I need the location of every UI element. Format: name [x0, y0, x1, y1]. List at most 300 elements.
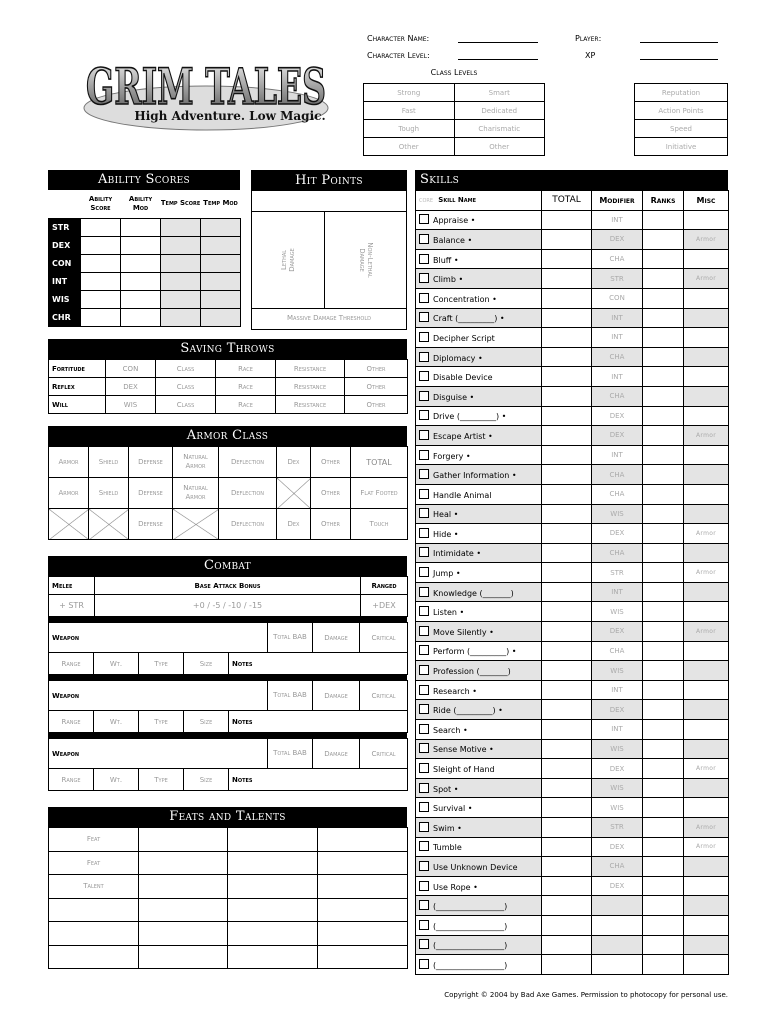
skill-ranks-cell[interactable] — [643, 543, 684, 563]
speed-cell[interactable]: Speed — [635, 120, 728, 138]
class-skill-checkbox[interactable] — [419, 450, 429, 460]
skill-misc-cell[interactable] — [684, 543, 729, 563]
class-skill-checkbox[interactable] — [419, 724, 429, 734]
ac-dex-cell[interactable]: Dex — [277, 447, 311, 478]
skill-misc-cell[interactable] — [684, 445, 729, 465]
skill-total-cell[interactable] — [542, 739, 592, 759]
feat-slot[interactable] — [228, 898, 318, 922]
xp-field[interactable] — [640, 51, 718, 60]
feat-slot[interactable] — [139, 945, 228, 969]
feat-slot[interactable] — [228, 945, 318, 969]
class-skill-checkbox[interactable] — [419, 626, 429, 636]
skill-ranks-cell[interactable] — [643, 465, 684, 485]
class-skill-checkbox[interactable] — [419, 332, 429, 342]
skill-name: Use Rope • — [433, 882, 478, 892]
skill-total-cell[interactable] — [542, 465, 592, 485]
skill-total-cell[interactable] — [542, 582, 592, 602]
talent-slot[interactable]: Talent — [49, 875, 139, 899]
skill-misc-cell[interactable] — [684, 778, 729, 798]
skill-ranks-cell[interactable] — [643, 288, 684, 308]
skill-ranks-cell[interactable] — [643, 759, 684, 779]
ability-input[interactable] — [161, 290, 201, 308]
skill-ranks-cell[interactable] — [643, 582, 684, 602]
save-class-cell[interactable]: Class — [156, 360, 216, 378]
skill-total-cell[interactable] — [542, 661, 592, 681]
skill-ranks-cell[interactable] — [643, 367, 684, 387]
skill-total-cell[interactable] — [542, 308, 592, 328]
skill-ranks-cell[interactable] — [643, 210, 684, 230]
ability-input[interactable] — [201, 290, 241, 308]
skill-ranks-cell[interactable] — [643, 778, 684, 798]
skill-total-cell[interactable] — [542, 426, 592, 446]
weapon-size[interactable]: Size — [184, 711, 229, 733]
skill-modifier-cell: CHA — [592, 641, 643, 661]
skill-total-cell[interactable] — [542, 504, 592, 524]
class-skill-checkbox[interactable] — [419, 489, 429, 499]
skill-misc-cell[interactable] — [684, 367, 729, 387]
skill-name-cell — [416, 563, 542, 583]
skill-misc-cell[interactable]: Armor — [684, 524, 729, 544]
skill-total-cell[interactable] — [542, 367, 592, 387]
class-cell[interactable]: Other — [364, 138, 455, 156]
character-level-field[interactable] — [458, 51, 538, 60]
class-skill-checkbox[interactable] — [419, 665, 429, 675]
skill-total-cell[interactable] — [542, 896, 592, 916]
ability-input[interactable] — [121, 272, 161, 290]
class-cell[interactable]: Charismatic — [454, 120, 545, 138]
weapon-wt[interactable]: Wt. — [94, 711, 139, 733]
skill-modifier-cell: CHA — [592, 465, 643, 485]
skill-total-cell[interactable] — [542, 602, 592, 622]
skill-misc-cell[interactable] — [684, 465, 729, 485]
skill-total-cell[interactable] — [542, 622, 592, 642]
skill-misc-cell[interactable] — [684, 347, 729, 367]
feat-slot[interactable] — [139, 828, 228, 852]
ac-other-cell[interactable]: Other — [311, 447, 351, 478]
skill-total-cell[interactable] — [542, 700, 592, 720]
save-resistance-cell[interactable]: Resistance — [276, 360, 345, 378]
weapon-type[interactable]: Type — [139, 711, 184, 733]
class-skill-checkbox[interactable] — [419, 352, 429, 362]
action-points-cell[interactable]: Action Points — [635, 102, 728, 120]
class-skill-checkbox[interactable] — [419, 900, 429, 910]
skill-misc-cell[interactable] — [684, 680, 729, 700]
ac-flat-footed-cell[interactable]: Flat Footed — [351, 478, 408, 509]
weapon-critical[interactable]: Critical — [360, 623, 408, 653]
feat-slot[interactable] — [318, 851, 408, 875]
ac-deflection-cell[interactable]: Deflection — [219, 509, 277, 540]
skill-misc-cell[interactable] — [684, 661, 729, 681]
bab-values-cell[interactable]: +0 / -5 / -10 / -15 — [95, 595, 361, 617]
weapon-type[interactable]: Type — [139, 769, 184, 791]
ability-input[interactable] — [201, 272, 241, 290]
skill-total-cell[interactable] — [542, 680, 592, 700]
weapon-notes[interactable]: Notes — [229, 711, 408, 733]
skill-ranks-cell[interactable] — [643, 622, 684, 642]
skill-total-cell[interactable] — [542, 778, 592, 798]
skill-ranks-cell[interactable] — [643, 955, 684, 975]
save-other-cell[interactable]: Other — [345, 396, 408, 414]
skill-misc-cell[interactable]: Armor — [684, 563, 729, 583]
skill-total-cell[interactable] — [542, 328, 592, 348]
feat-slot[interactable] — [139, 875, 228, 899]
save-class-cell[interactable]: Class — [156, 378, 216, 396]
ranged-dex-cell[interactable]: +DEX — [361, 595, 408, 617]
feat-slot[interactable] — [318, 828, 408, 852]
skill-ranks-cell[interactable] — [643, 915, 684, 935]
skill-ranks-cell[interactable] — [643, 406, 684, 426]
class-cell[interactable]: Fast — [364, 102, 455, 120]
ac-natural-armor-cell[interactable]: Natural Armor — [173, 447, 219, 478]
ac-total-cell[interactable]: TOTAL — [351, 447, 408, 478]
skill-row — [416, 484, 729, 504]
save-class-cell[interactable]: Class — [156, 396, 216, 414]
skill-misc-cell[interactable]: Armor — [684, 269, 729, 289]
feat-slot[interactable] — [49, 922, 139, 946]
skill-misc-cell[interactable] — [684, 288, 729, 308]
skill-misc-cell[interactable]: Armor — [684, 426, 729, 446]
hit-points-total-field[interactable] — [252, 191, 406, 212]
class-cell[interactable]: Strong — [364, 84, 455, 102]
feat-slot[interactable] — [228, 875, 318, 899]
class-skill-checkbox[interactable] — [419, 587, 429, 597]
skill-misc-cell[interactable] — [684, 915, 729, 935]
class-skill-checkbox[interactable] — [419, 959, 429, 969]
skill-total-cell[interactable] — [542, 857, 592, 877]
skill-misc-cell[interactable] — [684, 857, 729, 877]
ability-input[interactable] — [161, 272, 201, 290]
skill-total-cell[interactable] — [542, 915, 592, 935]
nonlethal-damage-field[interactable] — [325, 212, 406, 308]
feat-slot[interactable] — [318, 875, 408, 899]
lethal-damage-field[interactable] — [252, 212, 325, 308]
ability-input[interactable] — [121, 236, 161, 254]
skill-total-cell[interactable] — [542, 230, 592, 250]
skill-total-cell[interactable] — [542, 798, 592, 818]
feat-slot[interactable] — [139, 898, 228, 922]
skill-total-cell[interactable] — [542, 720, 592, 740]
skill-ranks-cell[interactable] — [643, 798, 684, 818]
weapon-total-bab[interactable]: Total BAB — [268, 739, 313, 769]
weapon-label[interactable]: Weapon — [49, 739, 268, 769]
save-other-cell[interactable]: Other — [345, 360, 408, 378]
skill-ranks-cell[interactable] — [643, 269, 684, 289]
skill-misc-cell[interactable] — [684, 896, 729, 916]
class-skill-checkbox[interactable] — [419, 645, 429, 655]
skill-total-cell[interactable] — [542, 210, 592, 230]
feat-slot[interactable] — [318, 945, 408, 969]
skill-row — [416, 426, 729, 446]
skill-ranks-cell[interactable] — [643, 347, 684, 367]
class-skill-checkbox[interactable] — [419, 841, 429, 851]
weapon-size[interactable]: Size — [184, 653, 229, 675]
weapon-damage[interactable]: Damage — [313, 623, 360, 653]
skill-misc-cell[interactable] — [684, 386, 729, 406]
reputation-cell[interactable]: Reputation — [635, 84, 728, 102]
save-resistance-cell[interactable]: Resistance — [276, 396, 345, 414]
ability-input[interactable] — [201, 254, 241, 272]
melee-str-cell[interactable]: + STR — [49, 595, 95, 617]
class-cell[interactable]: Dedicated — [454, 102, 545, 120]
skill-ranks-cell[interactable] — [643, 602, 684, 622]
skill-misc-cell[interactable] — [684, 504, 729, 524]
skill-ranks-cell[interactable] — [643, 445, 684, 465]
ac-armor-cell[interactable]: Armor — [49, 447, 89, 478]
ability-input[interactable] — [81, 272, 121, 290]
save-race-cell[interactable]: Race — [216, 360, 276, 378]
skill-total-cell[interactable] — [542, 837, 592, 857]
weapon-wt[interactable]: Wt. — [94, 653, 139, 675]
ability-input[interactable] — [81, 218, 121, 236]
ability-input[interactable] — [81, 290, 121, 308]
skill-total-cell[interactable] — [542, 641, 592, 661]
feat-slot[interactable] — [49, 945, 139, 969]
skill-ranks-cell[interactable] — [643, 308, 684, 328]
class-skill-checkbox[interactable] — [419, 567, 429, 577]
feat-slot[interactable] — [139, 851, 228, 875]
class-skill-checkbox[interactable] — [419, 547, 429, 557]
skill-total-cell[interactable] — [542, 249, 592, 269]
skill-ranks-cell[interactable] — [643, 484, 684, 504]
skill-ranks-cell[interactable] — [643, 876, 684, 896]
class-skill-checkbox[interactable] — [419, 214, 429, 224]
skill-misc-cell[interactable]: Armor — [684, 759, 729, 779]
class-skill-checkbox[interactable] — [419, 371, 429, 381]
class-skill-checkbox[interactable] — [419, 410, 429, 420]
skill-ranks-cell[interactable] — [643, 700, 684, 720]
ability-input[interactable] — [121, 308, 161, 326]
ability-input[interactable] — [121, 218, 161, 236]
skill-ranks-cell[interactable] — [643, 230, 684, 250]
skill-ranks-cell[interactable] — [643, 426, 684, 446]
skill-total-cell[interactable] — [542, 406, 592, 426]
skill-misc-cell[interactable]: Armor — [684, 837, 729, 857]
weapon-label[interactable]: Weapon — [49, 623, 268, 653]
skill-misc-cell[interactable] — [684, 328, 729, 348]
ac-defense-cell[interactable]: Defense — [129, 478, 173, 509]
save-race-cell[interactable]: Race — [216, 378, 276, 396]
skill-misc-cell[interactable] — [684, 739, 729, 759]
skill-name-cell — [416, 367, 542, 387]
ability-input[interactable] — [81, 308, 121, 326]
weapon-notes[interactable]: Notes — [229, 653, 408, 675]
skill-ranks-cell[interactable] — [643, 896, 684, 916]
class-skill-checkbox[interactable] — [419, 822, 429, 832]
class-skill-checkbox[interactable] — [419, 920, 429, 930]
skill-total-cell[interactable] — [542, 386, 592, 406]
weapon-critical[interactable]: Critical — [360, 739, 408, 769]
skill-misc-cell[interactable]: Armor — [684, 818, 729, 838]
skill-ranks-cell[interactable] — [643, 386, 684, 406]
weapon-wt[interactable]: Wt. — [94, 769, 139, 791]
feat-slot[interactable] — [228, 922, 318, 946]
skill-ranks-cell[interactable] — [643, 661, 684, 681]
weapon-type[interactable]: Type — [139, 653, 184, 675]
skill-misc-cell[interactable] — [684, 935, 729, 955]
weapon-damage[interactable]: Damage — [313, 681, 360, 711]
skill-misc-cell[interactable] — [684, 406, 729, 426]
skill-ranks-cell[interactable] — [643, 935, 684, 955]
skill-misc-cell[interactable] — [684, 641, 729, 661]
skill-ranks-cell[interactable] — [643, 739, 684, 759]
class-skill-checkbox[interactable] — [419, 861, 429, 871]
ability-input[interactable] — [161, 236, 201, 254]
class-skill-checkbox[interactable] — [419, 469, 429, 479]
class-skill-checkbox[interactable] — [419, 881, 429, 891]
ability-input[interactable] — [121, 254, 161, 272]
skill-total-cell[interactable] — [542, 445, 592, 465]
weapon-total-bab[interactable]: Total BAB — [268, 623, 313, 653]
ac-deflection-cell[interactable]: Deflection — [219, 478, 277, 509]
skill-ranks-cell[interactable] — [643, 680, 684, 700]
class-skill-checkbox[interactable] — [419, 685, 429, 695]
ability-input[interactable] — [161, 254, 201, 272]
skill-ranks-cell[interactable] — [643, 818, 684, 838]
skill-total-cell[interactable] — [542, 876, 592, 896]
weapon-total-bab[interactable]: Total BAB — [268, 681, 313, 711]
temp-mod-header: Temp Mod — [203, 199, 238, 208]
ac-touch-cell[interactable]: Touch — [351, 509, 408, 540]
skill-ranks-cell[interactable] — [643, 641, 684, 661]
skill-misc-cell[interactable] — [684, 602, 729, 622]
skill-name-cell — [416, 210, 542, 230]
class-skill-checkbox[interactable] — [419, 743, 429, 753]
class-skill-checkbox[interactable] — [419, 312, 429, 322]
class-cell[interactable]: Smart — [454, 84, 545, 102]
ability-input[interactable] — [201, 236, 241, 254]
ac-defense-cell[interactable]: Defense — [129, 447, 173, 478]
skill-misc-cell[interactable]: Armor — [684, 230, 729, 250]
weapon-range[interactable]: Range — [49, 711, 94, 733]
weapon-label[interactable]: Weapon — [49, 681, 268, 711]
skill-total-cell[interactable] — [542, 288, 592, 308]
skill-ranks-cell[interactable] — [643, 837, 684, 857]
skill-total-cell[interactable] — [542, 524, 592, 544]
class-skill-checkbox[interactable] — [419, 783, 429, 793]
skill-ranks-cell[interactable] — [643, 857, 684, 877]
skill-total-cell[interactable] — [542, 759, 592, 779]
skill-ranks-cell[interactable] — [643, 504, 684, 524]
weapon-notes[interactable]: Notes — [229, 769, 408, 791]
ability-input[interactable] — [81, 254, 121, 272]
skill-ranks-cell[interactable] — [643, 328, 684, 348]
ability-input[interactable] — [201, 218, 241, 236]
feat-slot[interactable] — [228, 851, 318, 875]
skill-misc-cell[interactable] — [684, 308, 729, 328]
ac-defense-cell[interactable]: Defense — [129, 509, 173, 540]
skill-misc-cell[interactable] — [684, 876, 729, 896]
class-skill-checkbox[interactable] — [419, 704, 429, 714]
ac-deflection-cell[interactable]: Deflection — [219, 447, 277, 478]
ability-input[interactable] — [81, 236, 121, 254]
skill-ranks-cell[interactable] — [643, 720, 684, 740]
save-ability-cell[interactable]: CON — [106, 360, 156, 378]
ac-armor-cell[interactable]: Armor — [49, 478, 89, 509]
skill-total-cell[interactable] — [542, 955, 592, 975]
ability-input[interactable] — [161, 218, 201, 236]
class-skill-checkbox[interactable] — [419, 939, 429, 949]
class-skill-checkbox[interactable] — [419, 606, 429, 616]
ability-input[interactable] — [121, 290, 161, 308]
save-race-cell[interactable]: Race — [216, 396, 276, 414]
save-resistance-cell[interactable]: Resistance — [276, 378, 345, 396]
skill-misc-cell[interactable] — [684, 582, 729, 602]
character-name-field[interactable] — [458, 34, 538, 43]
feat-slot[interactable] — [139, 922, 228, 946]
skill-misc-cell[interactable] — [684, 798, 729, 818]
ac-shield-cell[interactable]: Shield — [89, 478, 129, 509]
skill-total-cell[interactable] — [542, 347, 592, 367]
skill-total-cell[interactable] — [542, 935, 592, 955]
class-skill-checkbox[interactable] — [419, 293, 429, 303]
skill-total-cell[interactable] — [542, 543, 592, 563]
save-ability-cell[interactable]: WIS — [106, 396, 156, 414]
skill-misc-cell[interactable] — [684, 700, 729, 720]
class-cell[interactable]: Tough — [364, 120, 455, 138]
class-skill-checkbox[interactable] — [419, 508, 429, 518]
save-ability-cell[interactable]: DEX — [106, 378, 156, 396]
ability-input[interactable] — [161, 308, 201, 326]
skill-misc-cell[interactable] — [684, 484, 729, 504]
class-skill-checkbox[interactable] — [419, 391, 429, 401]
player-field[interactable] — [640, 34, 718, 43]
feat-slot[interactable] — [318, 922, 408, 946]
massive-damage-threshold[interactable]: Massive Damage Threshold — [287, 314, 371, 322]
skill-total-cell[interactable] — [542, 818, 592, 838]
skill-ranks-cell[interactable] — [643, 524, 684, 544]
class-skill-checkbox[interactable] — [419, 234, 429, 244]
ability-input[interactable] — [201, 308, 241, 326]
class-skill-checkbox[interactable] — [419, 254, 429, 264]
skill-misc-cell[interactable] — [684, 955, 729, 975]
skill-ranks-cell[interactable] — [643, 249, 684, 269]
skill-modifier-cell: DEX — [592, 524, 643, 544]
skill-misc-cell[interactable] — [684, 249, 729, 269]
feat-slot[interactable] — [318, 898, 408, 922]
ac-dex-cell[interactable]: Dex — [277, 509, 311, 540]
skill-misc-cell[interactable] — [684, 210, 729, 230]
feat-slot[interactable] — [228, 828, 318, 852]
weapon-range[interactable]: Range — [49, 769, 94, 791]
class-skill-checkbox[interactable] — [419, 802, 429, 812]
class-skill-checkbox[interactable] — [419, 430, 429, 440]
class-cell[interactable]: Other — [454, 138, 545, 156]
feat-slot[interactable] — [49, 898, 139, 922]
save-other-cell[interactable]: Other — [345, 378, 408, 396]
skill-ranks-cell[interactable] — [643, 563, 684, 583]
skill-total-cell[interactable] — [542, 269, 592, 289]
weapon-size[interactable]: Size — [184, 769, 229, 791]
class-skill-checkbox[interactable] — [419, 763, 429, 773]
class-skill-checkbox[interactable] — [419, 528, 429, 538]
weapon-critical[interactable]: Critical — [360, 681, 408, 711]
skill-total-cell[interactable] — [542, 484, 592, 504]
ac-other-cell[interactable]: Other — [311, 478, 351, 509]
skill-total-cell[interactable] — [542, 563, 592, 583]
ac-natural-armor-cell[interactable]: Natural Armor — [173, 478, 219, 509]
weapon-range[interactable]: Range — [49, 653, 94, 675]
class-skill-checkbox[interactable] — [419, 273, 429, 283]
initiative-cell[interactable]: Initiative — [635, 138, 728, 156]
logo-graphic — [80, 40, 332, 132]
skill-misc-cell[interactable]: Armor — [684, 622, 729, 642]
feat-slot[interactable]: Feat — [49, 851, 139, 875]
ac-shield-cell[interactable]: Shield — [89, 447, 129, 478]
feat-slot[interactable]: Feat — [49, 828, 139, 852]
ac-other-cell[interactable]: Other — [311, 509, 351, 540]
skill-misc-cell[interactable] — [684, 720, 729, 740]
weapon-damage[interactable]: Damage — [313, 739, 360, 769]
